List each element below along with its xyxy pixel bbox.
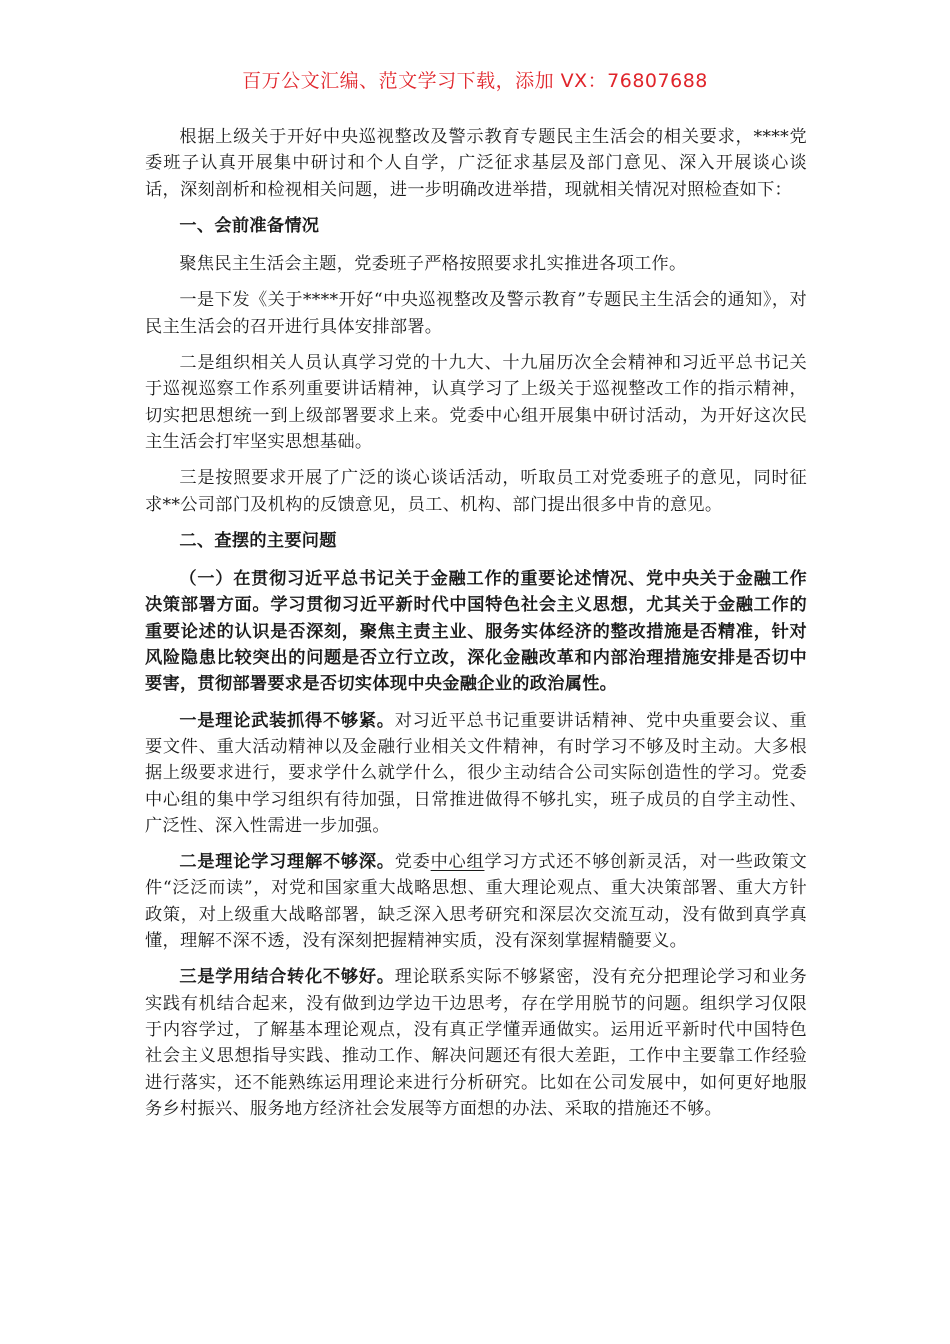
problem-paragraph xyxy=(145,708,807,839)
section-1-heading: 一、会前准备情况 xyxy=(179,215,320,236)
problem-lead: 二是理论学习理解不够深。 xyxy=(179,852,395,873)
section-1-item: 三是按照要求开展了广泛的谈心谈话活动，听取员工对党委班子的意见，同时征求**公司部门及机构的反馈意见，员工、机构、部门提出很多中肯的意见。 xyxy=(145,468,807,515)
section-1-summary: 聚焦民主生活会主题，党委班子严格按照要求扎实推进各项工作。 xyxy=(179,254,687,275)
page-header-watermark: 百万公文汇编、范文学习下载，添加 VX：76807688 xyxy=(242,70,708,92)
problem-body: 理论联系实际不够紧密，没有充分把理论学习和业务实践有机结合起来，没有做到边学边干边思考，存在学用脱节的问题。组织学习仅限于内容学过，了解基本理论观点，没有真正学懂弄通做实。运用近平新时代中国特色社会主义思想指导实践、推动工作、解决问题还有很大差距，工作中主要靠工作经验进行落实，还不能熟练运用理论来进行分析研究。比如在公司发展中，如何更好地服务乡村振兴、服务地方经济社会发展等方面想的办法、采取的措施还不够。 xyxy=(145,967,807,1119)
problem-body: 对习近平总书记重要讲话精神、党中央重要会议、重要文件、重大活动精神以及金融行业相关文件精神，有时学习不够及时主动。大多根据上级要求进行，要求学什么就学什么，很少主动结合公司实际创造性的学习。党委中心组的集中学习组织有待加强，日常推进做得不够扎实，班子成员的自学主动性、广泛性、深入性需进一步加强。 xyxy=(145,710,807,836)
problem-body: 学习方式还不够创新灵活，对一些政策文件“泛泛而读”，对党和国家重大战略思想、重大理论观点、重大决策部署、重大方针政策，对上级重大战略部署，缺乏深入思考研究和深层次交流互动，没有做到真学真懂，理解不深不透，没有深刻把握精神实质，没有深刻掌握精髓要义。 xyxy=(145,852,807,952)
document-body xyxy=(145,124,807,1132)
section-2-heading: 二、查摆的主要问题 xyxy=(179,530,337,551)
problem-paragraph xyxy=(145,964,807,1122)
section-1-item: 一是下发《关于****开好“中央巡视整改及警示教育”专题民主生活会的通知》，对民主生活会的召开进行具体安排部署。 xyxy=(145,290,807,337)
intro-paragraph: 根据上级关于开好中央巡视整改及警示教育专题民主生活会的相关要求，****党委班子认真开展集中研讨和个人自学，广泛征求基层及部门意见、深入开展谈心谈话，深刻剖析和检视相关问题，进一步明确改进举措，现就相关情况对照检查如下： xyxy=(145,127,807,200)
section-2-subheading: （一）在贯彻习近平总书记关于金融工作的重要论述情况、党中央关于金融工作决策部署方面。学习贯彻习近平新时代中国特色社会主义思想，尤其关于金融工作的重要论述的认识是否深刻，聚焦主责主业、服务实体经济的整改措施是否精准，针对风险隐患比较突出的问题是否立行立改，深化金融改革和内部治理措施安排是否切中要害，贯彻部署要求是否切实体现中央金融企业的政治属性。 xyxy=(145,569,807,695)
problem-body-underlined: 中心组 xyxy=(430,852,485,873)
problem-body: 党委 xyxy=(394,852,431,873)
section-1-item: 二是组织相关人员认真学习党的十九大、十九届历次全会精神和习近平总书记关于巡视巡察工作系列重要讲话精神，认真学习了上级关于巡视整改工作的指示精神，切实把思想统一到上级部署要求上来。党委中心组开展集中研讨活动，为开好这次民主生活会打牢坚实思想基础。 xyxy=(145,353,807,452)
problem-paragraph xyxy=(145,849,807,954)
problem-lead: 一是理论武装抓得不够紧。 xyxy=(179,710,395,731)
problem-lead: 三是学用结合转化不够好。 xyxy=(179,967,395,988)
